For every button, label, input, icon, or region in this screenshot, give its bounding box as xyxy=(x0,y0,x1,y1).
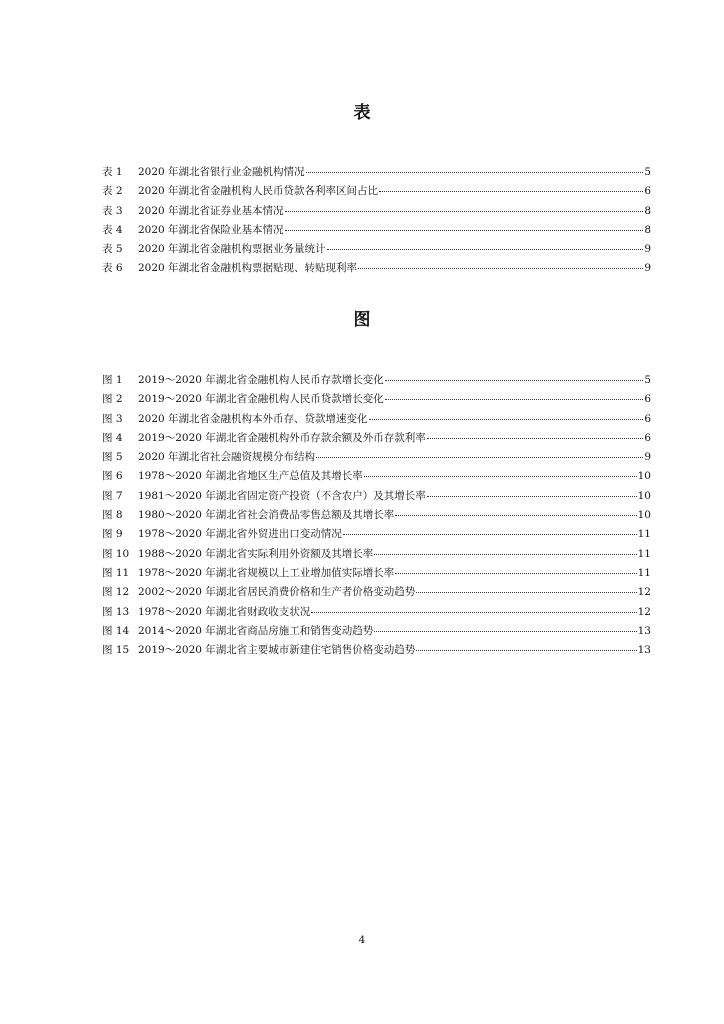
tables-list xyxy=(102,163,651,279)
figure-entry[interactable] xyxy=(102,583,651,602)
dot-leader xyxy=(427,437,644,439)
table-page-number: 5 xyxy=(644,166,651,178)
table-entry[interactable] xyxy=(102,221,651,240)
figure-page-number: 12 xyxy=(637,586,651,599)
figure-label: 图 6 xyxy=(102,470,123,483)
dot-leader xyxy=(364,475,637,477)
dot-leader xyxy=(358,267,643,269)
figure-title: 1978～2020 年湖北省财政收支状况 xyxy=(138,605,311,618)
figures-heading: 图 xyxy=(353,310,371,330)
figure-label: 图 2 xyxy=(102,393,123,406)
figure-page-number: 6 xyxy=(644,393,651,406)
figure-title: 2002～2020 年湖北省居民消费价格和生产者价格变动趋势 xyxy=(138,586,416,599)
figure-entry[interactable] xyxy=(102,603,651,622)
figure-page-number: 9 xyxy=(644,451,651,464)
dot-leader xyxy=(416,591,636,593)
dot-leader xyxy=(395,514,636,516)
figure-page-number: 11 xyxy=(637,566,651,579)
table-page-number: 6 xyxy=(644,185,651,198)
figure-page-number: 12 xyxy=(637,605,651,618)
figure-title: 2020 年湖北省金融机构本外币存、贷款增速变化 xyxy=(138,412,368,425)
figure-entry[interactable] xyxy=(102,467,651,486)
dot-leader xyxy=(285,229,644,231)
table-entry[interactable] xyxy=(102,240,651,259)
figure-page-number: 10 xyxy=(637,509,651,522)
figure-page-number: 11 xyxy=(637,528,651,541)
table-label: 表 3 xyxy=(102,204,123,217)
table-title: 2020 年湖北省金融机构票据贴现、转贴现利率 xyxy=(138,262,358,275)
table-title: 2020 年湖北省保险业基本情况 xyxy=(138,223,284,236)
figure-title: 1988～2020 年湖北省实际利用外资额及其增长率 xyxy=(138,547,374,560)
figure-page-number: 10 xyxy=(637,489,651,502)
figure-page-number: 6 xyxy=(644,412,651,425)
dot-leader xyxy=(369,418,644,420)
dot-leader xyxy=(327,248,644,250)
figure-label: 图 4 xyxy=(102,431,123,444)
dot-leader xyxy=(427,495,637,497)
figure-title: 1978～2020 年湖北省规模以上工业增加值实际增长率 xyxy=(138,566,395,579)
dot-leader xyxy=(374,553,636,555)
figure-entry[interactable] xyxy=(102,390,651,409)
table-entry[interactable] xyxy=(102,202,651,221)
table-entry[interactable] xyxy=(102,163,651,182)
figure-entry[interactable] xyxy=(102,487,651,506)
dot-leader xyxy=(385,379,644,381)
figure-title: 1978～2020 年湖北省地区生产总值及其增长率 xyxy=(138,470,363,483)
figure-label: 图 10 xyxy=(102,547,130,560)
figure-title: 2019～2020 年湖北省金融机构外币存款余额及外币存款利率 xyxy=(138,431,426,444)
figure-label: 图 7 xyxy=(102,489,123,502)
table-title: 2020 年湖北省金融机构票据业务量统计 xyxy=(138,243,326,256)
figure-title: 2020 年湖北省社会融资规模分布结构 xyxy=(138,451,316,464)
dot-leader xyxy=(311,611,636,613)
table-title: 2020 年湖北省金融机构人民币贷款各利率区间占比 xyxy=(138,185,379,198)
figure-label: 图 3 xyxy=(102,412,123,425)
figure-title: 2014～2020 年湖北省商品房施工和销售变动趋势 xyxy=(138,624,374,637)
figure-title: 1980～2020 年湖北省社会消费品零售总额及其增长率 xyxy=(138,509,395,522)
table-title: 2020 年湖北省银行业金融机构情况 xyxy=(138,166,305,178)
figure-label: 图 8 xyxy=(102,509,123,522)
figure-page-number: 13 xyxy=(637,644,651,657)
dot-leader xyxy=(385,398,644,400)
figure-title: 2019～2020 年湖北省金融机构人民币存款增长变化 xyxy=(138,374,384,386)
table-entry[interactable] xyxy=(102,259,651,278)
figure-label: 图 9 xyxy=(102,528,123,541)
figure-label: 图 1 xyxy=(102,374,123,386)
figure-entry[interactable] xyxy=(102,371,651,390)
figure-page-number: 13 xyxy=(637,624,651,637)
figure-page-number: 11 xyxy=(637,547,651,560)
table-page-number: 8 xyxy=(644,204,651,217)
figure-entry[interactable] xyxy=(102,545,651,564)
figures-list xyxy=(102,371,651,660)
table-label: 表 2 xyxy=(102,185,123,198)
table-page-number: 9 xyxy=(644,243,651,256)
figure-label: 图 11 xyxy=(102,566,130,579)
figure-entry[interactable] xyxy=(102,410,651,429)
figure-entry[interactable] xyxy=(102,564,651,583)
table-label: 表 5 xyxy=(102,243,123,256)
figure-entry[interactable] xyxy=(102,641,651,660)
table-entry[interactable] xyxy=(102,182,651,201)
figure-label: 图 12 xyxy=(102,586,130,599)
figure-entry[interactable] xyxy=(102,506,651,525)
dot-leader xyxy=(374,630,636,632)
tables-heading: 表 xyxy=(353,103,371,123)
figure-page-number: 5 xyxy=(644,374,651,386)
table-label: 表 6 xyxy=(102,262,123,275)
table-page-number: 9 xyxy=(644,262,651,275)
figure-title: 2019～2020 年湖北省主要城市新建住宅销售价格变动趋势 xyxy=(138,644,416,657)
figure-title: 1978～2020 年湖北省外贸进出口变动情况 xyxy=(138,528,342,541)
figure-label: 图 14 xyxy=(102,624,130,637)
figure-label: 图 13 xyxy=(102,605,130,618)
dot-leader xyxy=(285,210,644,212)
figure-entry[interactable] xyxy=(102,448,651,467)
figure-title: 2019～2020 年湖北省金融机构人民币贷款增长变化 xyxy=(138,393,384,406)
dot-leader xyxy=(395,572,636,574)
figure-label: 图 15 xyxy=(102,644,130,657)
dot-leader xyxy=(343,533,637,535)
figure-entry[interactable] xyxy=(102,525,651,544)
figure-page-number: 10 xyxy=(637,470,651,483)
page-number: 4 xyxy=(358,934,366,946)
figure-entry[interactable] xyxy=(102,622,651,641)
figure-title: 1981～2020 年湖北省固定资产投资（不含农户）及其增长率 xyxy=(138,489,426,502)
table-label: 表 4 xyxy=(102,223,123,236)
figure-page-number: 6 xyxy=(644,431,651,444)
table-title: 2020 年湖北省证券业基本情况 xyxy=(138,204,284,217)
figure-entry[interactable] xyxy=(102,429,651,448)
dot-leader xyxy=(316,456,643,458)
dot-leader xyxy=(306,171,644,173)
dot-leader xyxy=(379,190,643,192)
table-page-number: 8 xyxy=(644,223,651,236)
figure-label: 图 5 xyxy=(102,451,123,464)
dot-leader xyxy=(416,649,636,651)
table-label: 表 1 xyxy=(102,166,123,178)
